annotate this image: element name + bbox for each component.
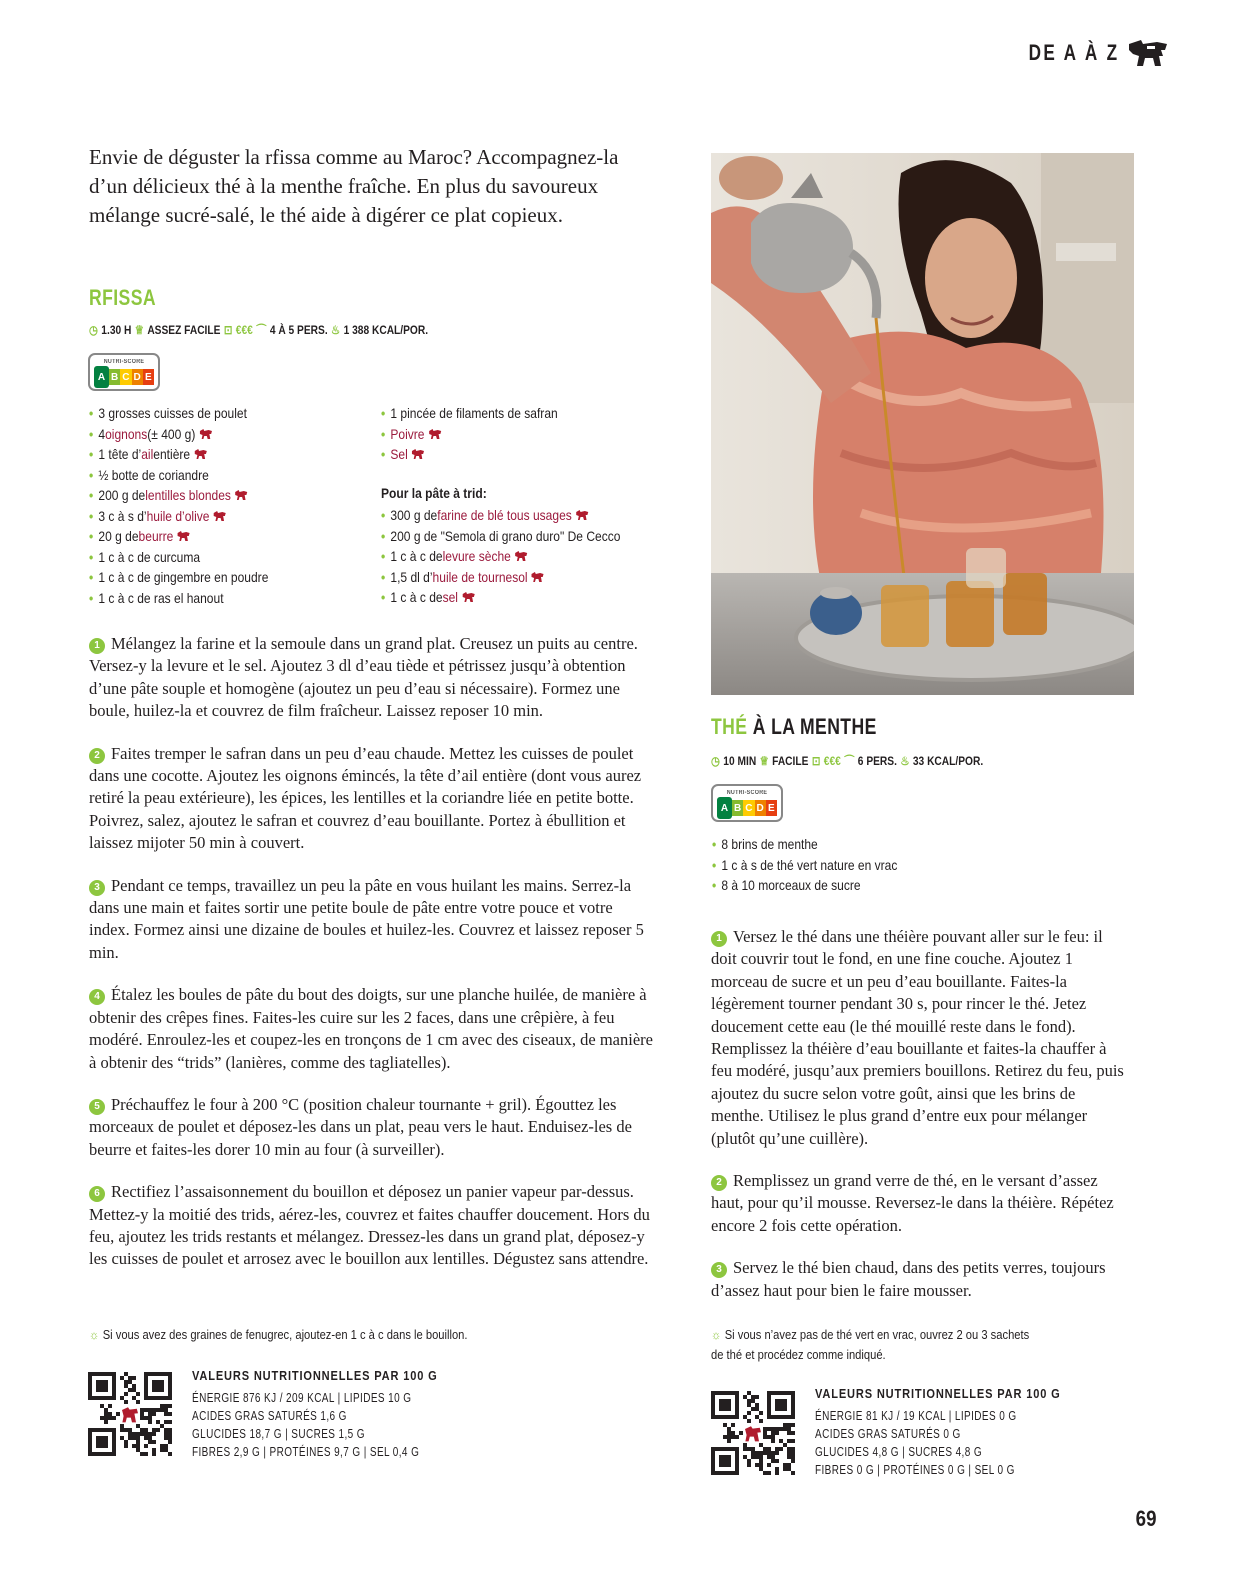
ingredient-highlight[interactable]: levure sèche xyxy=(442,548,511,564)
nutrition-lines xyxy=(815,1407,1104,1479)
lightbulb-icon: ☼ xyxy=(89,1327,100,1342)
nutrition-line: ACIDES GRAS SATURÉS 0 G xyxy=(815,1427,961,1441)
bullet-icon: • xyxy=(381,507,386,523)
ingredient-item xyxy=(89,588,268,609)
nutrition-values-rfissa xyxy=(192,1368,481,1461)
title-green-part: THÉ xyxy=(711,714,748,739)
nutriscore-letter: E xyxy=(766,800,777,816)
bullet-icon: • xyxy=(381,548,386,564)
qr-code[interactable] xyxy=(88,1372,172,1456)
nutrition-values-the xyxy=(815,1386,1104,1479)
nutriscore-letter: A xyxy=(717,797,732,819)
step-text: Préchauffez le four à 200 °C (position chaleur tournante + gril). Égouttez les morceaux de poulet et déposez-les dans un plat, peau vers le haut. Enduisez-les de beurre et faites-les dorer 10 min au four (à surveiller). xyxy=(89,1094,632,1159)
nutrition-line: GLUCIDES 4,8 G | SUCRES 4,8 G xyxy=(815,1445,983,1459)
page-number: 69 xyxy=(1135,1506,1156,1531)
lightbulb-icon: ☼ xyxy=(711,1327,722,1342)
ingredient-text: entière xyxy=(153,446,191,462)
bullet-icon: • xyxy=(712,836,717,852)
ingredient-text: 1,5 dl d’ xyxy=(390,568,433,585)
bullet-icon: • xyxy=(381,405,386,421)
bullet-icon: • xyxy=(381,589,386,605)
lion-logo-icon xyxy=(411,448,425,460)
tip-text-line1: Si vous n’avez pas de thé vert en vrac, ouvrez 2 ou 3 sachets xyxy=(724,1327,1030,1342)
lion-logo-icon xyxy=(428,428,442,440)
dough-ingredient-list xyxy=(381,505,659,608)
nutrition-line: GLUCIDES 18,7 G | SUCRES 1,5 G xyxy=(192,1427,365,1441)
recipe-title-rfissa: RFISSA xyxy=(89,285,156,310)
step xyxy=(711,926,1131,1150)
ingredient-text: 1 c à c de gingembre en poudre xyxy=(98,569,269,585)
nutrition-title: VALEURS NUTRITIONNELLES PAR 100 G xyxy=(192,1368,438,1383)
bullet-icon: • xyxy=(712,856,717,873)
ingredient-highlight[interactable]: huile d’olive xyxy=(146,507,210,524)
nutriscore-letter: C xyxy=(120,369,131,385)
bullet-icon: • xyxy=(89,487,94,503)
lion-logo-icon xyxy=(575,509,589,521)
step-text: Versez le thé dans une théière pouvant aller sur le feu: il doit couvrir tout le fond, en une fine couche. Ajoutez 1 morceau de sucre et un peu d’eau bouillante. Faites-la légèrement tourner pendant 30 s, pour rincer le thé. Jetez doucement cette eau (le thé mouillé reste dans le fond). Remplissez la théière d’eau bouillante et faites-la chauffer à feu modéré, jusqu’aux premiers bouillons. Retirez du feu, puis ajoutez du sucre selon votre goût, ainsi que les brins de menthe. Utilisez le plus grand d’entre eux pour mélanger (plutôt qu’une cuillère). xyxy=(711,927,1124,1148)
nutriscore-letter: D xyxy=(132,369,143,385)
step-number-badge: 2 xyxy=(89,748,105,764)
recipe-title-the xyxy=(711,714,877,740)
bullet-icon: • xyxy=(712,877,717,893)
ingredient-item xyxy=(712,855,897,876)
nutriscore-heading: NUTRI-SCORE xyxy=(726,790,768,796)
ingredient-highlight[interactable]: farine de blé tous usages xyxy=(437,507,572,523)
ingredient-item xyxy=(381,587,620,608)
ingredient-text: 1 c à c de curcuma xyxy=(98,548,201,565)
ingredient-item xyxy=(381,444,558,465)
lion-logo-icon xyxy=(531,571,545,583)
ingredient-text: 200 g de "Semola di grano duro" De Cecco xyxy=(390,527,621,544)
section-title: DE A À Z xyxy=(1028,40,1119,65)
nutrition-line: ÉNERGIE 876 KJ / 209 KCAL | LIPIDES 10 G xyxy=(192,1391,412,1405)
ingredient-text: 1 c à s de thé vert nature en vrac xyxy=(721,856,898,873)
ingredient-list-left xyxy=(89,403,298,608)
nutriscore-letter: B xyxy=(109,369,120,385)
ingredient-item xyxy=(381,526,620,547)
meta-persons: 4 À 5 PERS. xyxy=(269,322,328,337)
bullet-icon: • xyxy=(89,425,94,442)
nutrition-line: FIBRES 0 G | PROTÉINES 0 G | SEL 0 G xyxy=(815,1463,1015,1477)
nutriscore-badge xyxy=(711,784,783,822)
lion-logo-icon xyxy=(234,489,248,501)
ingredient-highlight[interactable]: lentilles blondes xyxy=(145,487,231,503)
tip-text-line2: de thé et procédez comme indiqué. xyxy=(711,1347,886,1362)
meta-kcal: 1 388 KCAL/POR. xyxy=(343,322,429,337)
ingredient-item xyxy=(89,444,268,465)
step xyxy=(711,1257,1131,1302)
basket-icon: ⊡ xyxy=(223,322,233,337)
ingredient-text: 300 g de xyxy=(390,507,438,523)
title-rest-part: À LA MENTHE xyxy=(752,714,877,739)
recipe-meta-the xyxy=(711,752,983,769)
lion-logo-icon xyxy=(213,510,227,522)
step-number-badge: 4 xyxy=(89,989,105,1005)
ingredient-text: (± 400 g) xyxy=(147,425,196,442)
chef-hat-icon: ♕ xyxy=(134,322,144,337)
step-number-badge: 3 xyxy=(711,1262,727,1278)
bullet-icon: • xyxy=(381,568,386,585)
step-text: Rectifiez l’assaisonnement du bouillon et déposez un panier vapeur par-dessus. Mettez-y la moitié des trids, aérez-les, couvrez et faites chauffer doucement. Hors du feu, ajoutez les trids restants et mélangez. Dressez-les dans un grand plat, déposez-y les cuisses de poulet et arrosez avec le bouillon aux lentilles. Dégustez sans attendre. xyxy=(89,1182,650,1269)
ingredient-text: 1 pincée de filaments de safran xyxy=(390,405,558,421)
lion-logo-icon xyxy=(194,448,208,460)
ingredient-item xyxy=(712,875,897,896)
lion-logo-icon xyxy=(177,530,191,542)
basket-icon: ⊡ xyxy=(811,753,821,768)
flame-icon: ♨ xyxy=(331,322,341,337)
ingredient-text: 1 c à c de xyxy=(390,589,443,605)
ingredient-text: 1 c à c de ras el hanout xyxy=(98,589,224,606)
step-number-badge: 5 xyxy=(89,1099,105,1115)
chef-hat-icon: ♕ xyxy=(759,753,769,768)
section-header xyxy=(1003,38,1169,68)
step-text: Remplissez un grand verre de thé, en le versant d’assez haut, pour qu’il mousse. Reversez-le dans la théière. Répétez encore 2 fois cette opération. xyxy=(711,1171,1114,1235)
steps-the xyxy=(711,926,1131,1322)
step-text: Servez le thé bien chaud, dans des petits verres, toujours d’assez haut pour bien le faire mousser. xyxy=(711,1258,1106,1300)
meta-persons: 6 PERS. xyxy=(857,753,897,768)
ingredient-item xyxy=(381,505,620,526)
step-text: Pendant ce temps, travaillez un peu la pâte en vous huilant les mains. Serrez-la dans une main et faites sortir une petite boule de pâte entre votre pouce et votre index. Formez ainsi une dizaine de boules et huilez-les. Couvrez et laissez reposer 5 min. xyxy=(89,875,644,962)
bullet-icon: • xyxy=(89,548,94,565)
step-text: Faites tremper le safran dans un peu d’eau chaude. Mettez les cuisses de poulet dans une cocotte. Ajoutez les oignons émincés, la tête d’ail entière (dont vous aurez retiré la peau extérieure), les épices, les lentilles et la coriandre liée en petite botte. Poivrez, salez, ajoutez le safran et couvrez d’eau bouillante. Portez à ébullition et laissez mijoter 50 min à couvert. xyxy=(89,743,642,853)
ingredient-item xyxy=(381,567,620,588)
intro-text: Envie de déguster la rfissa comme au Maroc? Accompagnez-la d’un délicieux thé à la menthe fraîche. En plus du savoureux mélange sucré-salé, le thé aide à digérer ce plat copieux. xyxy=(89,145,619,227)
person-icon: ⌒ xyxy=(256,323,267,337)
nutriscore-badge xyxy=(88,353,160,391)
ingredient-item xyxy=(89,465,268,486)
bullet-icon: • xyxy=(89,507,94,524)
ingredient-text: ½ botte de coriandre xyxy=(98,466,209,483)
nutriscore-letter: C xyxy=(743,800,754,816)
person-icon: ⌒ xyxy=(844,754,855,768)
nutrition-title: VALEURS NUTRITIONNELLES PAR 100 G xyxy=(815,1386,1061,1401)
ingredient-highlight[interactable]: Poivre xyxy=(390,425,425,442)
ingredient-item xyxy=(712,834,897,855)
ingredient-item xyxy=(381,424,558,445)
step xyxy=(89,743,655,855)
step-number-badge: 1 xyxy=(89,638,105,654)
lion-logo-icon xyxy=(199,428,213,440)
nutrition-line: FIBRES 2,9 G | PROTÉINES 9,7 G | SEL 0,4 G xyxy=(192,1445,420,1459)
ingredient-item xyxy=(89,547,268,568)
ingredient-text: 8 à 10 morceaux de sucre xyxy=(721,877,861,893)
bullet-icon: • xyxy=(89,466,94,483)
ingredient-list-the xyxy=(712,834,928,896)
nutrition-line: ACIDES GRAS SATURÉS 1,6 G xyxy=(192,1409,347,1423)
step xyxy=(89,1181,655,1271)
ingredient-text: 20 g de xyxy=(98,528,139,544)
meta-difficulty: FACILE xyxy=(772,753,809,768)
meta-time: 10 MIN xyxy=(723,753,757,768)
nutriscore-letter: D xyxy=(755,800,766,816)
step-number-badge: 1 xyxy=(711,931,727,947)
nutriscore-letter: E xyxy=(143,369,154,385)
bullet-icon: • xyxy=(89,569,94,585)
bullet-icon: • xyxy=(89,589,94,606)
nutriscore-heading: NUTRI-SCORE xyxy=(103,359,145,365)
ingredient-item xyxy=(89,403,268,424)
nutriscore-letter: B xyxy=(732,800,743,816)
ingredient-highlight[interactable]: huile de tournesol xyxy=(432,568,528,585)
ingredient-item xyxy=(381,403,558,424)
lion-logo-icon xyxy=(461,591,475,603)
step-text: Mélangez la farine et la semoule dans un grand plat. Creusez un puits au centre. Versez-y la levure et le sel. Ajoutez 3 dl d’eau tiède et pétrissez jusqu’à obtention d’une pâte souple et homogène (ajoutez un peu d’eau si nécessaire). Formez une boule, huilez-la et couvrez de film fraîcheur. Laissez reposer 10 min. xyxy=(89,634,638,721)
tip-the xyxy=(711,1325,1107,1365)
meta-price: €€€ xyxy=(235,322,253,337)
ingredient-list-right xyxy=(381,403,586,465)
ingredient-highlight[interactable]: ail xyxy=(141,446,154,462)
bullet-icon: • xyxy=(381,446,386,462)
ingredient-highlight[interactable]: Sel xyxy=(390,446,408,462)
ingredient-highlight[interactable]: oignons xyxy=(105,425,148,442)
dough-heading: Pour la pâte à trid: xyxy=(381,485,487,501)
ingredient-text: 8 brins de menthe xyxy=(721,836,818,852)
step xyxy=(89,875,655,965)
bullet-icon: • xyxy=(89,405,94,421)
recipe-photo xyxy=(711,153,1134,695)
ingredient-text: 200 g de xyxy=(98,487,146,503)
bullet-icon: • xyxy=(89,446,94,462)
nutrition-line: ÉNERGIE 81 KJ / 19 KCAL | LIPIDES 0 G xyxy=(815,1409,1017,1423)
ingredient-item xyxy=(89,506,268,527)
ingredient-text: 1 c à c de xyxy=(390,548,443,564)
step-text: Étalez les boules de pâte du bout des doigts, sur une planche huilée, de manière à obtenir des crêpes fines. Faites-les cuire sur les 2 faces, dans une crêpière, à feu modéré. Enroulez-les et coupez-les en tronçons de 1 cm avec des ciseaux, de manière à obtenir des “trids” (lanières, comme des tagliatelles). xyxy=(89,985,653,1072)
bullet-icon: • xyxy=(381,425,386,442)
meta-time: 1.30 H xyxy=(101,322,132,337)
step xyxy=(89,633,655,723)
ingredient-item xyxy=(89,567,268,588)
ingredient-text: 4 xyxy=(98,425,106,442)
clock-icon: ◷ xyxy=(711,753,720,768)
nutriscore-letter: A xyxy=(94,366,109,388)
steps-rfissa xyxy=(89,633,655,1291)
meta-kcal: 33 KCAL/POR. xyxy=(912,753,984,768)
ingredient-item xyxy=(89,424,268,445)
ingredient-text: 3 c à s d’ xyxy=(98,507,147,524)
lion-logo-icon xyxy=(1127,38,1169,68)
ingredient-item xyxy=(89,526,268,547)
step xyxy=(89,984,655,1074)
meta-price: €€€ xyxy=(823,753,841,768)
nutrition-lines xyxy=(192,1389,481,1461)
nutriscore-scale xyxy=(717,800,777,816)
bullet-icon: • xyxy=(89,528,94,544)
bullet-icon: • xyxy=(381,527,386,544)
qr-code[interactable] xyxy=(711,1391,795,1475)
ingredient-item xyxy=(381,546,620,567)
step-number-badge: 6 xyxy=(89,1186,105,1202)
tip-rfissa xyxy=(89,1325,571,1345)
nutriscore-scale xyxy=(94,369,154,385)
step xyxy=(711,1170,1131,1237)
lion-logo-icon xyxy=(514,550,528,562)
flame-icon: ♨ xyxy=(900,753,910,768)
ingredient-text: 1 tête d’ xyxy=(98,446,142,462)
ingredient-highlight[interactable]: beurre xyxy=(138,528,174,544)
clock-icon: ◷ xyxy=(89,322,98,337)
step xyxy=(89,1094,655,1161)
ingredient-text: 3 grosses cuisses de poulet xyxy=(98,405,247,421)
recipe-meta-rfissa xyxy=(89,321,428,338)
meta-difficulty: ASSEZ FACILE xyxy=(147,322,221,337)
step-number-badge: 3 xyxy=(89,880,105,896)
ingredient-item xyxy=(89,485,268,506)
ingredient-highlight[interactable]: sel xyxy=(442,589,458,605)
step-number-badge: 2 xyxy=(711,1175,727,1191)
tip-text: Si vous avez des graines de fenugrec, ajoutez-en 1 c à c dans le bouillon. xyxy=(102,1327,468,1342)
photo-woman-pouring-tea xyxy=(711,153,1134,695)
